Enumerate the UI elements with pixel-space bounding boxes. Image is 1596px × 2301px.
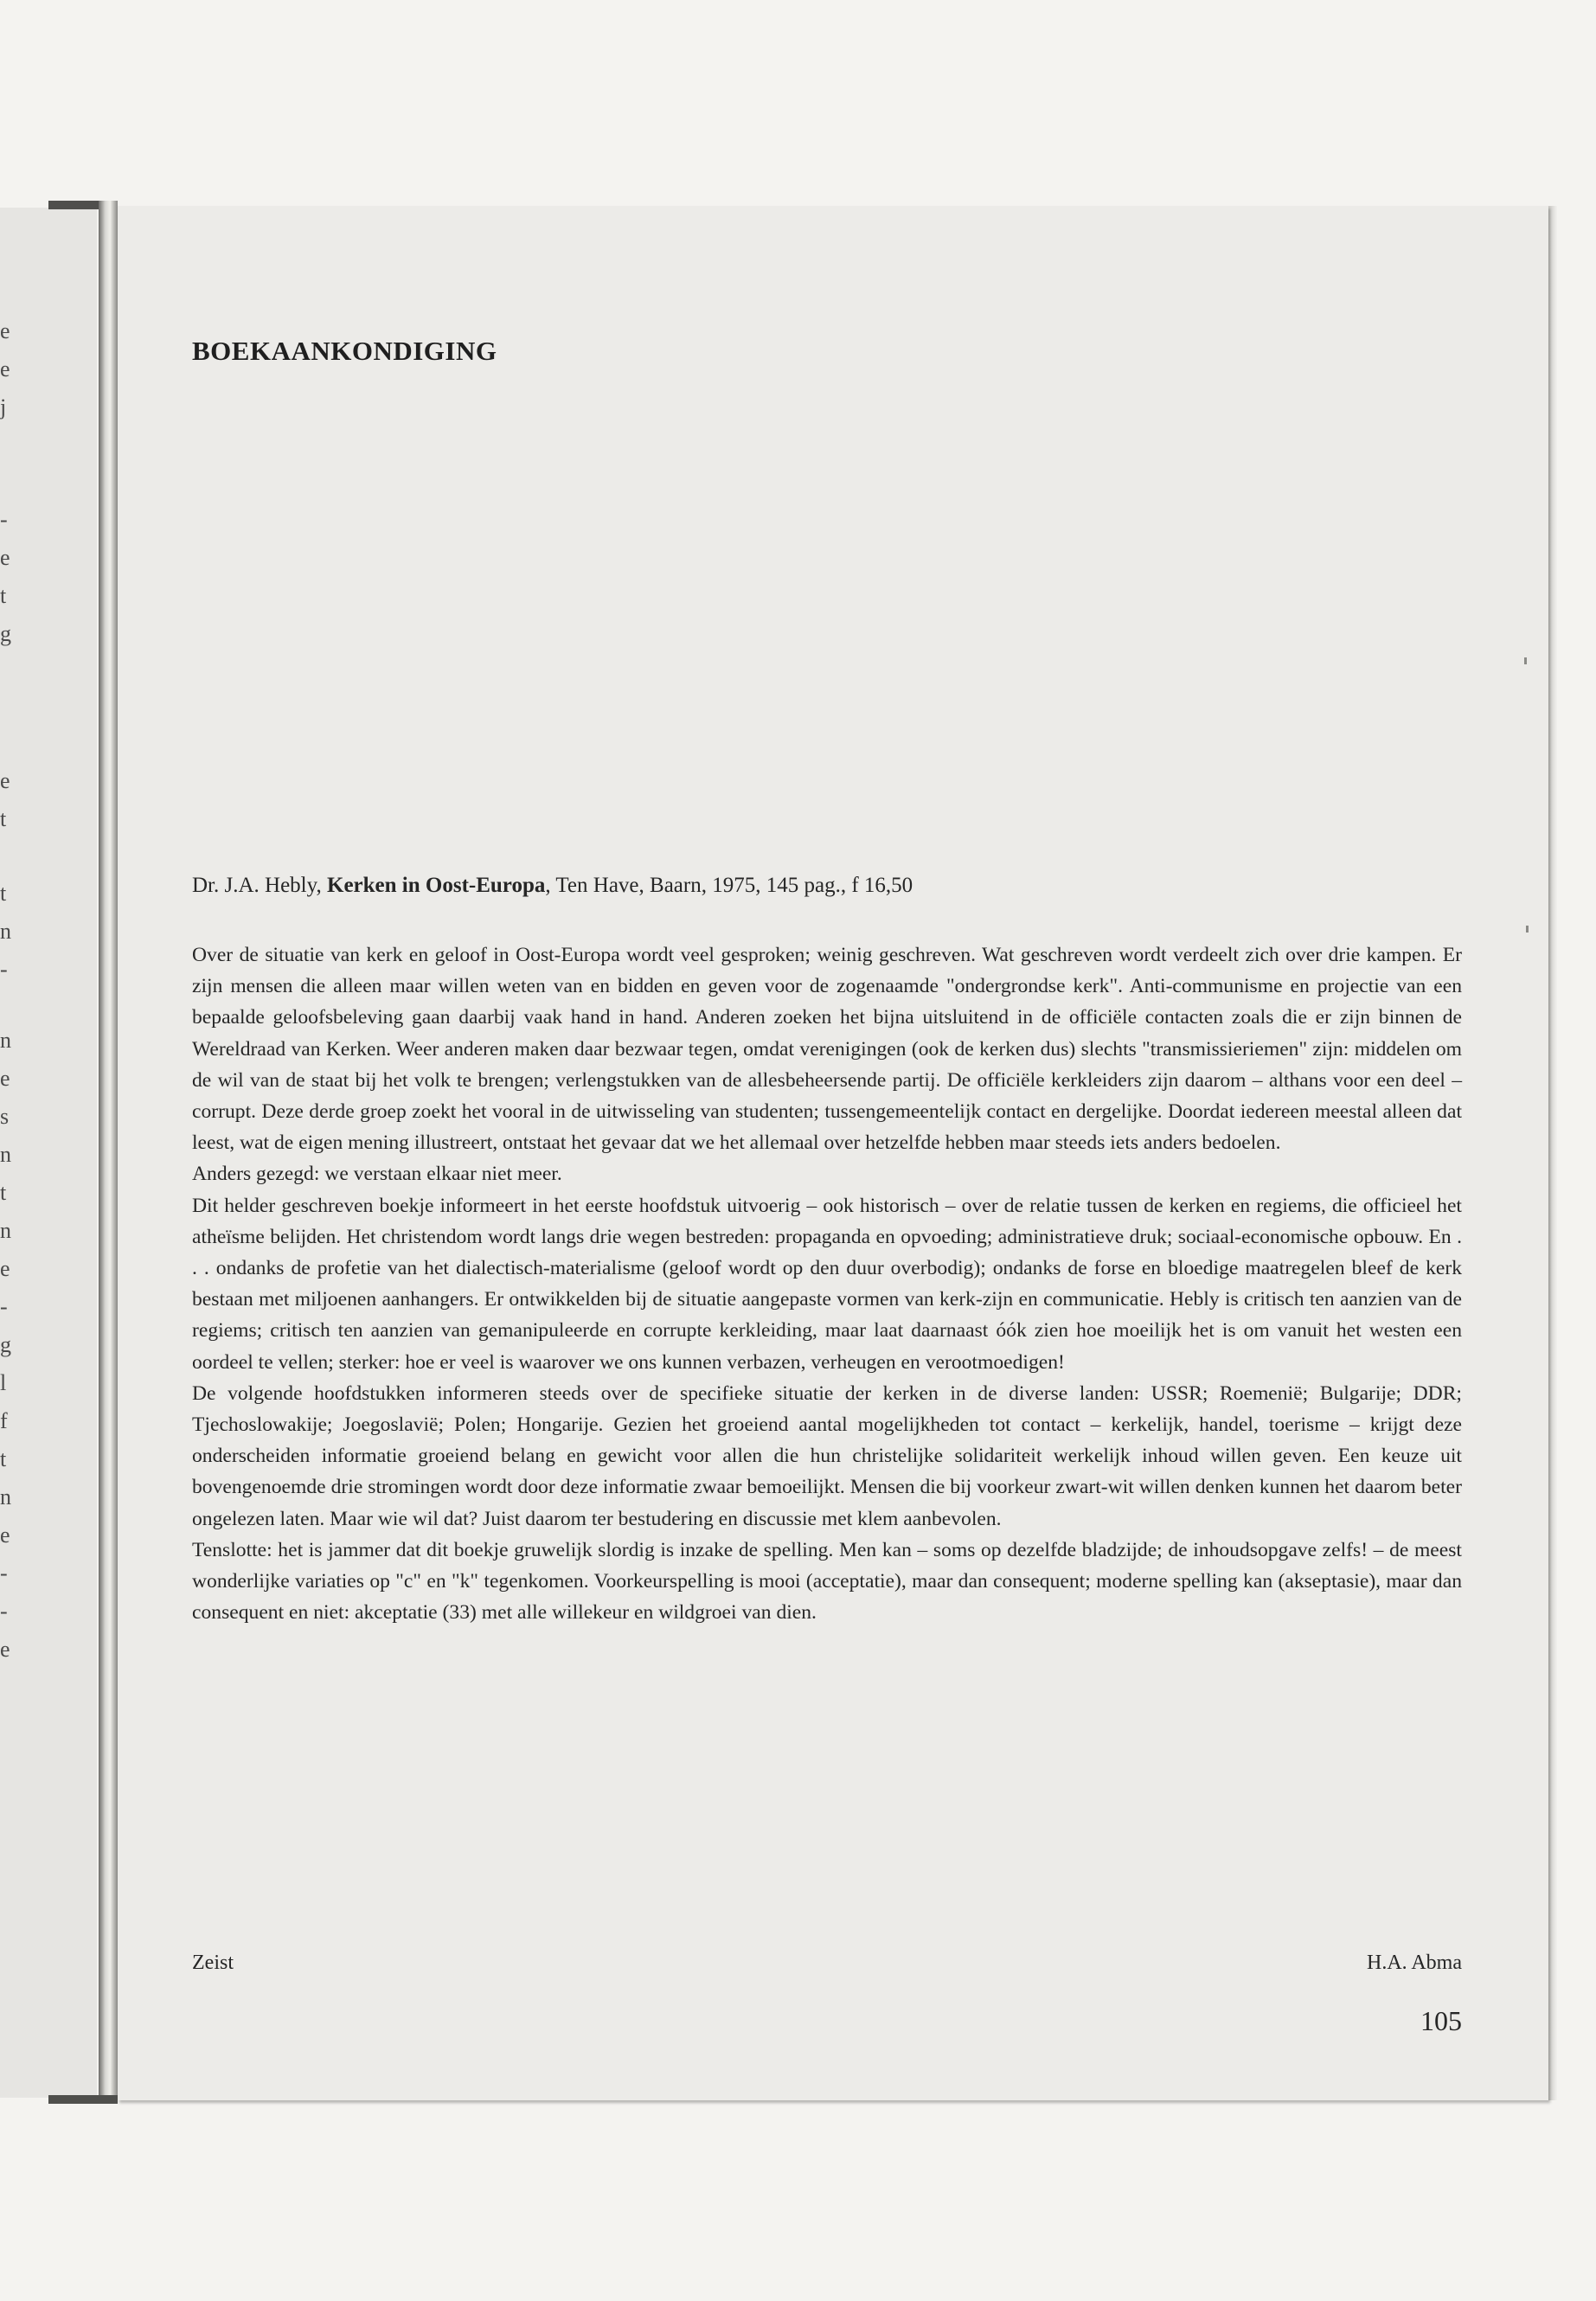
facing-letter: - (0, 1294, 8, 1319)
facing-letter: e (0, 356, 10, 381)
citation-author: Dr. J.A. Hebly, (192, 874, 328, 897)
facing-letter: n (0, 919, 11, 944)
facing-letter: t (0, 806, 7, 831)
facing-letter: t (0, 1446, 7, 1471)
facing-letter: e (0, 1066, 10, 1091)
facing-letter: e (0, 768, 10, 793)
facing-letter: j (0, 394, 7, 420)
facing-letter: n (0, 1142, 11, 1167)
book-binding (99, 201, 118, 2104)
facing-page (0, 208, 97, 2098)
facing-letter: e (0, 545, 10, 570)
paper-speck (1524, 657, 1527, 664)
place-name: Zeist (192, 1952, 234, 1974)
paragraph: Dit helder geschreven boekje informeert in het eerste hoofdstuk uitvoerig – ook historisch – over de relatie tussen de kerken en regiems, die officieel het atheïsme belijden. Het christendom wordt langs drie wegen bestreden: propaganda en opvoeding; administratieve druk; sociaal-economische opbouw. En . . . ondanks de profetie van het dialectisch-materialisme (geloof wordt op den duur overbodig); ondanks de forse en bloedige maatregelen bleef de kerk bestaan met miljoenen aanhangers. Er ontwikkelden bij de situatie aangepaste vormen van kerk-zijn en communicatie. Hebly is critisch ten aanzien van de regiems; critisch ten aanzien van gemanipuleerde en corrupte kerkleiding, maar laat daarnaast óók zien hoe moeilijk het is om vanuit het westen een oordeel te vellen; sterker: hoe er veel is waarover we ons kunnen verbazen, verheugen en verootmoedigen! (192, 1194, 1462, 1374)
page-number: 105 (1420, 2005, 1462, 2036)
facing-letter: n (0, 1028, 11, 1053)
facing-letter: e (0, 1637, 10, 1662)
reviewer-name: H.A. Abma (1367, 1952, 1462, 1974)
facing-letter: l (0, 1370, 7, 1395)
paragraph: Tenslotte: het is jammer dat dit boekje gruwelijk slordig is inzake de spelling. Men kan – soms op dezelfde bladzijde; de inhoudsopgave zelfs! – de meest wonderlijke variaties op "c" en "k" tegenkomen. Voorkeurspelling is mooi (acceptatie), maar dan consequent; moderne spelling kan (akseptasie), maar dan consequent en niet: akceptatie (33) met alle willekeur en wildgroei van dien. (192, 1538, 1462, 1625)
facing-letter: e (0, 1256, 10, 1281)
facing-letter: - (0, 507, 8, 532)
page-edge (1548, 206, 1557, 2100)
facing-letter: - (0, 957, 8, 982)
facing-letter: t (0, 583, 7, 608)
facing-letter: t (0, 881, 7, 906)
facing-letter: n (0, 1484, 11, 1509)
facing-letter: n (0, 1218, 11, 1243)
facing-letter: - (0, 1599, 8, 1624)
facing-letter: g (0, 621, 11, 646)
citation-title: Kerken in Oost-Europa (327, 874, 546, 897)
facing-letter: e (0, 1522, 10, 1548)
facing-letter: - (0, 1561, 8, 1586)
book-citation (192, 874, 1542, 898)
facing-letter: e (0, 318, 10, 343)
facing-letter: g (0, 1332, 11, 1357)
review-body (192, 939, 1462, 1628)
paragraph: Anders gezegd: we verstaan elkaar niet meer. (192, 1163, 562, 1186)
paper-speck (1526, 926, 1529, 933)
facing-letter: f (0, 1408, 8, 1433)
citation-publisher: , Ten Have, Baarn, 1975, 145 pag., f 16,50 (545, 874, 913, 897)
facing-letter: s (0, 1104, 10, 1129)
binding-cap-bottom (48, 2095, 118, 2104)
page-heading: BOEKAANKONDIGING (192, 336, 497, 366)
paragraph: Over de situatie van kerk en geloof in Oost-Europa wordt veel gesproken; weinig geschreven. Wat geschreven wordt verdeelt zich over drie kampen. Er zijn mensen die alleen maar willen weten van en bidden en geven voor de zogenaamde "ondergrondse kerk". Anti-communisme en projectie van een bepaalde geloofsbeleving gaan daarbij vaak hand in hand. Anderen zoeken het bijna uitsluitend in de officiële contacten zoals die er zijn binnen de Wereldraad van Kerken. Weer anderen maken daar bezwaar tegen, omdat verenigingen (ook de kerken dus) slechts "transmissieriemen" zijn: middelen om de wil van de staat bij het volk te brengen; verlengstukken van de allesbeheersende partij. De officiële kerkleiders zijn daarom – althans voor een deel – corrupt. Deze derde groep zoekt het vooral in de uitwisseling van studenten; tussengemeentelijk contact en dergelijke. Doordat iedereen meestal alleen dat leest, wat de eigen mening illustreert, ontstaat het gevaar dat we het allemaal over hetzelfde hebben maar steeds iets anders bedoelen. (192, 944, 1462, 1155)
facing-letter: t (0, 1180, 7, 1205)
paragraph: De volgende hoofdstukken informeren steeds over de specifieke situatie der kerken in de diverse landen: USSR; Roemenië; Bulgarije; DDR; Tjechoslowakije; Joegoslavië; Polen; Hongarije. Gezien het groeiend aantal mogelijkheden tot contact – kerkelijk, handel, toerisme – krijgt deze onderscheiden informatie groeiend belang en gewicht voor allen die hun christelijke solidariteit werkelijk inhoud willen geven. Een keuze uit bovengenoemde drie stromingen wordt door deze informatie zwaar bemoeilijkt. Mensen die bij voorkeur zwart-wit willen denken kunnen het daarom beter ongelezen laten. Maar wie wil dat? Juist daarom ter bestudering en discussie met klem aanbevolen. (192, 1381, 1462, 1530)
printed-page (118, 206, 1548, 2100)
